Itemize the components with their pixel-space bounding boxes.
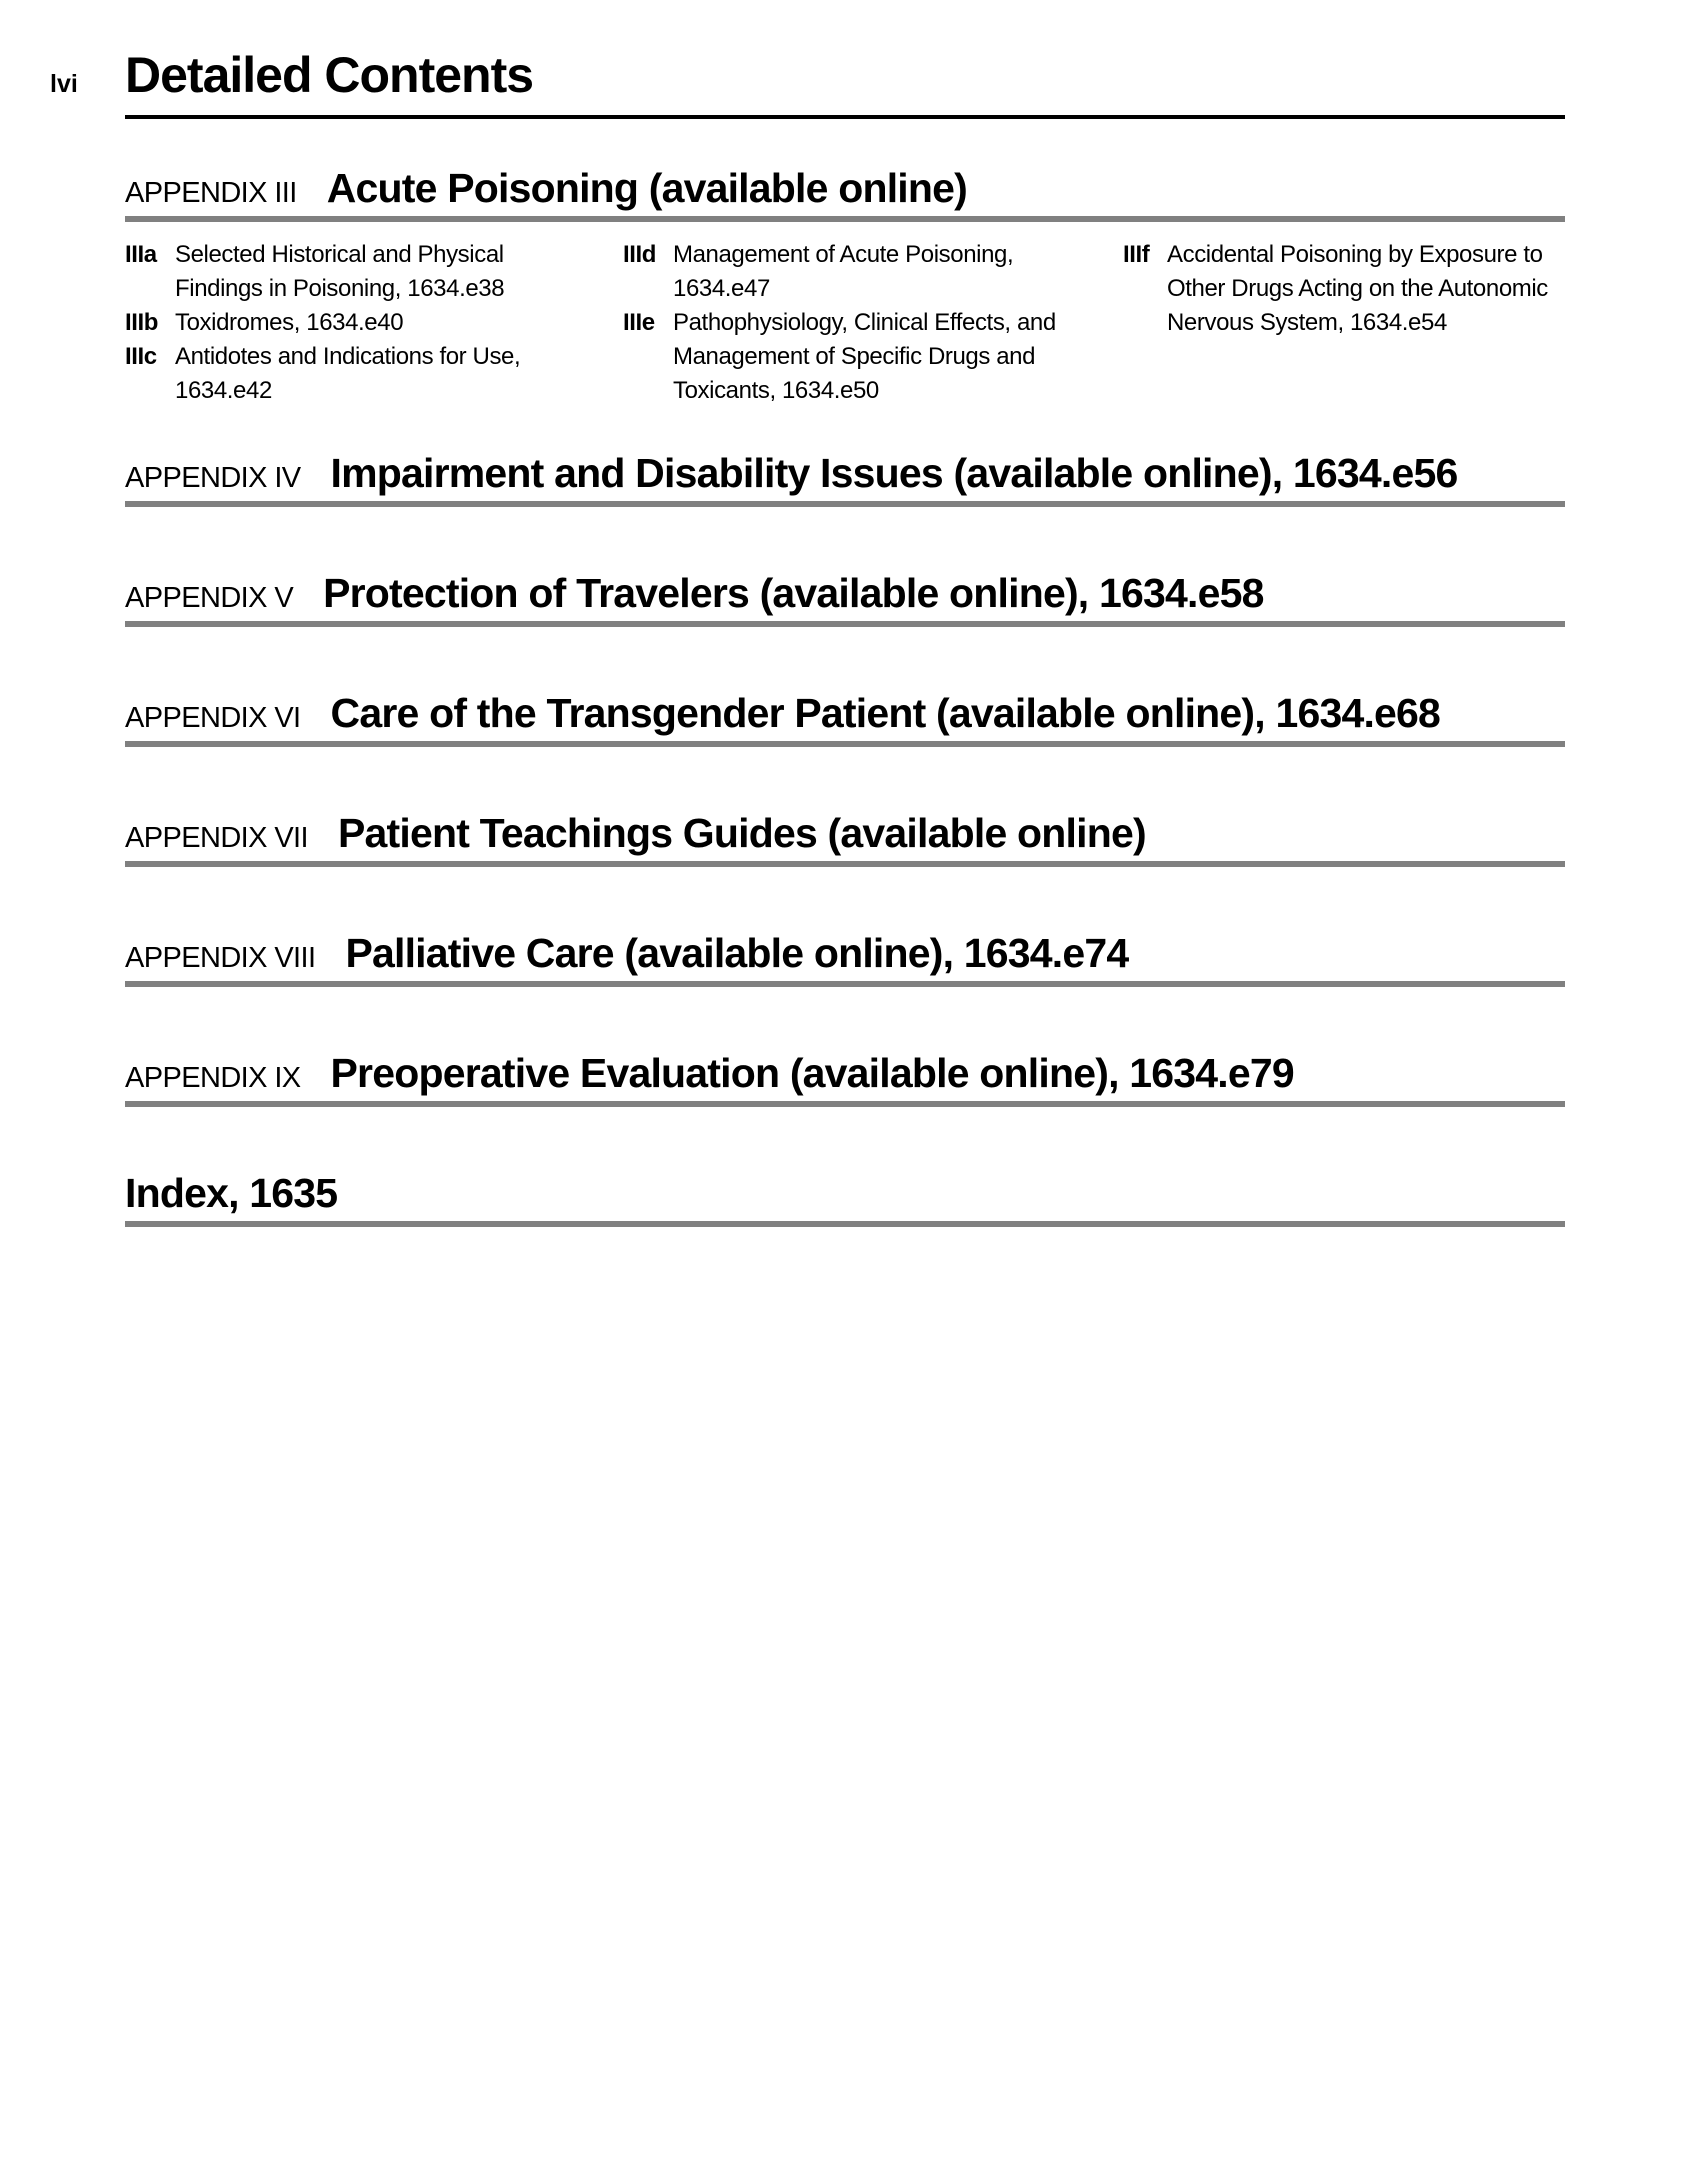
subsection-column-2 (623, 238, 1093, 408)
section-rule (125, 1221, 1565, 1227)
subsection-code: IIIc (125, 343, 157, 370)
subsection-code: IIIf (1123, 241, 1150, 268)
subsection-text: Accidental Poisoning by Exposure to Other Drugs Acting on the Autonomic Nervous System, 1634.e54 (1167, 241, 1548, 336)
section-rule (125, 861, 1565, 867)
subsection-item (125, 238, 565, 306)
appendix-label: APPENDIX VII (125, 822, 308, 854)
subsection-column-1 (125, 238, 565, 408)
appendix-iv-heading (125, 450, 1565, 507)
appendix-vi-heading (125, 690, 1565, 747)
appendix-title: Care of the Transgender Patient (available online), 1634.e68 (330, 690, 1441, 736)
appendix-title: Patient Teachings Guides (available online) (337, 810, 1146, 856)
index-title: Index, 1635 (125, 1170, 338, 1216)
subsection-code: IIId (623, 241, 657, 268)
subsection-code: IIIe (623, 309, 655, 336)
subsection-code: IIIa (125, 241, 157, 268)
subsection-item (623, 238, 1093, 306)
section-rule (125, 981, 1565, 987)
appendix-label: APPENDIX VI (125, 702, 301, 734)
appendix-label: APPENDIX VIII (125, 942, 316, 974)
section-rule (125, 501, 1565, 507)
appendix-ix-heading (125, 1050, 1565, 1107)
subsection-item (125, 340, 565, 408)
appendix-title: Palliative Care (available online), 1634.e74 (345, 930, 1129, 976)
appendix-v-heading (125, 570, 1565, 627)
section-rule (125, 621, 1565, 627)
appendix-label: APPENDIX IX (125, 1062, 301, 1094)
subsection-text: Selected Historical and Physical Findings in Poisoning, 1634.e38 (175, 241, 505, 302)
appendix-viii-heading (125, 930, 1565, 987)
section-rule (125, 741, 1565, 747)
subsection-item (125, 306, 565, 340)
appendix-title: Acute Poisoning (available online) (326, 165, 967, 211)
appendix-label: APPENDIX IV (125, 462, 301, 494)
subsection-text: Toxidromes, 1634.e40 (175, 309, 404, 336)
subsection-code: IIIb (125, 309, 159, 336)
appendix-title: Preoperative Evaluation (available online), 1634.e79 (330, 1050, 1294, 1096)
appendix-vii-heading (125, 810, 1565, 867)
index-heading (125, 1170, 1565, 1227)
subsection-column-3 (1123, 238, 1565, 340)
appendix-label: APPENDIX V (125, 582, 294, 614)
section-rule (125, 1101, 1565, 1107)
appendix-title: Impairment and Disability Issues (available online), 1634.e56 (330, 450, 1458, 496)
subsection-text: Management of Acute Poisoning, 1634.e47 (673, 241, 1014, 302)
appendix-title: Protection of Travelers (available online), 1634.e58 (323, 570, 1264, 616)
subsection-text: Antidotes and Indications for Use, 1634.e42 (175, 343, 521, 404)
page-title: Detailed Contents (125, 47, 534, 103)
section-rule (125, 216, 1565, 222)
page-number: lvi (50, 70, 78, 98)
appendix-iii-heading (125, 165, 1565, 222)
appendix-iii-subsections (125, 238, 1565, 408)
subsection-text: Pathophysiology, Clinical Effects, and Management of Specific Drugs and Toxicants, 1634.e50 (673, 309, 1056, 404)
subsection-item (623, 306, 1093, 408)
subsection-item (1123, 238, 1565, 340)
appendix-label: APPENDIX III (125, 177, 297, 209)
title-rule (125, 115, 1565, 119)
